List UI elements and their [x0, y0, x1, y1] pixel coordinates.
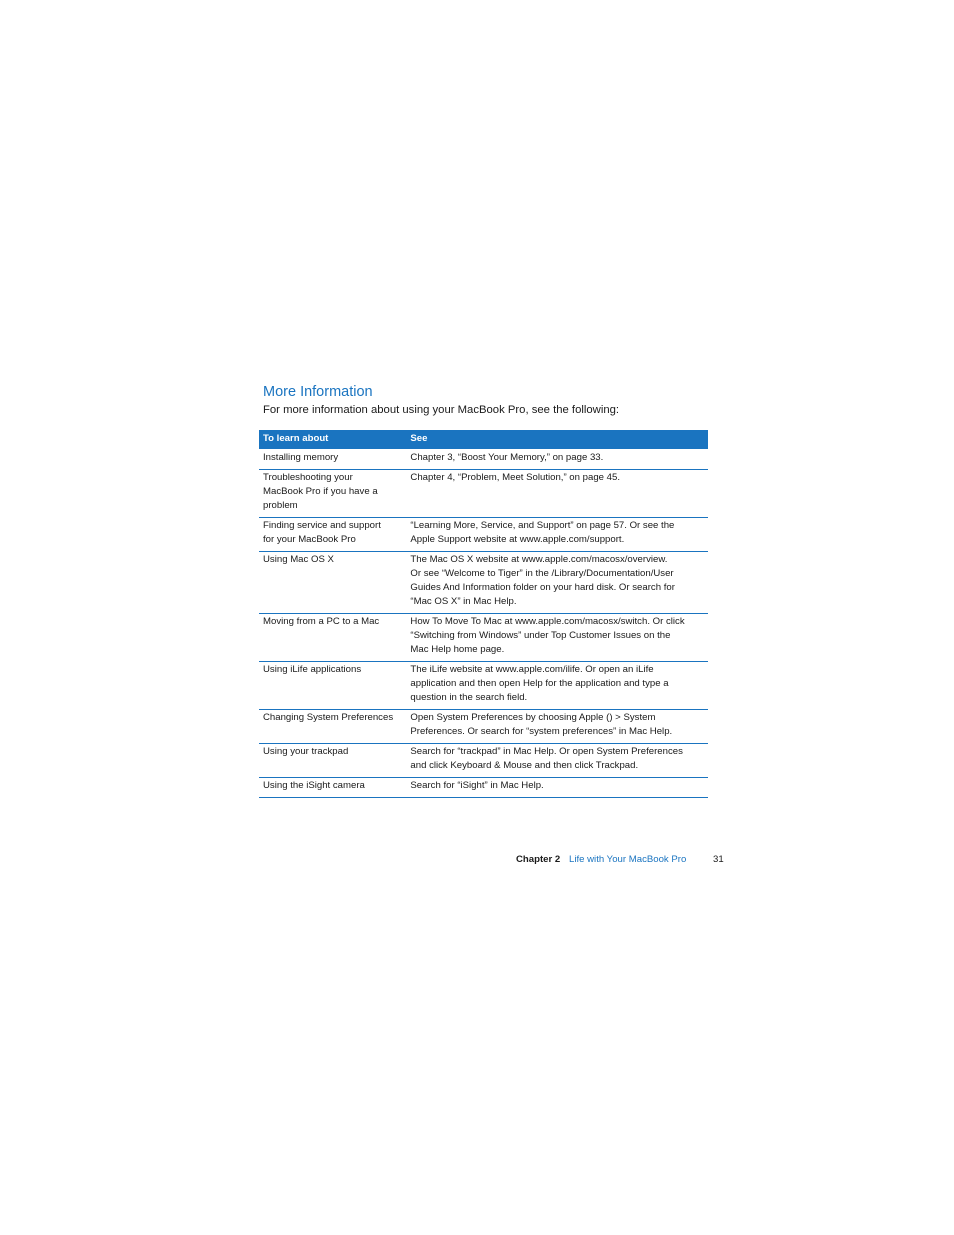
see-cell: Open System Preferences by choosing Apple () > System Preferences. Or search for “system preferences” in Mac Help. — [406, 710, 708, 744]
table-row — [259, 662, 708, 710]
table-row — [259, 449, 708, 470]
footer-chapter-title: Life with Your MacBook Pro — [569, 854, 687, 865]
column-header-topic: To learn about — [259, 430, 406, 449]
table-row — [259, 744, 708, 778]
see-cell: Chapter 3, “Boost Your Memory,” on page 33. — [406, 449, 708, 470]
topic-cell: Using Mac OS X — [259, 552, 406, 614]
table-row — [259, 518, 708, 552]
topic-cell: Changing System Preferences — [259, 710, 406, 744]
section-title: More Information — [263, 384, 373, 400]
topic-cell: Using the iSight camera — [259, 778, 406, 798]
see-cell: Search for “trackpad” in Mac Help. Or open System Preferences and click Keyboard & Mouse and then click Trackpad. — [406, 744, 708, 778]
topic-cell: Using your trackpad — [259, 744, 406, 778]
see-cell: The iLife website at www.apple.com/ilife. Or open an iLife application and then open Help for the application and type a question in the search field. — [406, 662, 708, 710]
more-information-table — [259, 430, 708, 798]
see-cell: Chapter 4, “Problem, Meet Solution,” on page 45. — [406, 470, 708, 518]
page-footer — [0, 852, 954, 868]
table-row — [259, 710, 708, 744]
table-row — [259, 778, 708, 798]
topic-cell: Moving from a PC to a Mac — [259, 614, 406, 662]
topic-cell: Using iLife applications — [259, 662, 406, 710]
table-header-row — [259, 430, 708, 449]
see-cell: “Learning More, Service, and Support” on page 57. Or see the Apple Support website at www.apple.com/support. — [406, 518, 708, 552]
column-header-see: See — [406, 430, 708, 449]
table-row — [259, 470, 708, 518]
table-row — [259, 614, 708, 662]
see-cell: Search for “iSight” in Mac Help. — [406, 778, 708, 798]
topic-cell: Troubleshooting your MacBook Pro if you have a problem — [259, 470, 406, 518]
page-number: 31 — [713, 854, 724, 865]
intro-paragraph: For more information about using your MacBook Pro, see the following: — [263, 404, 620, 416]
topic-cell: Finding service and support for your MacBook Pro — [259, 518, 406, 552]
see-cell: How To Move To Mac at www.apple.com/macosx/switch. Or click “Switching from Windows” under Top Customer Issues on the Mac Help home page. — [406, 614, 708, 662]
see-cell: The Mac OS X website at www.apple.com/macosx/overview. Or see “Welcome to Tiger” in the /Library/Documentation/User Guides And Information folder on your hard disk. Or search for “Mac OS X” in Mac Help. — [406, 552, 708, 614]
table-row — [259, 552, 708, 614]
topic-cell: Installing memory — [259, 449, 406, 470]
footer-chapter-label: Chapter 2 — [516, 854, 561, 865]
